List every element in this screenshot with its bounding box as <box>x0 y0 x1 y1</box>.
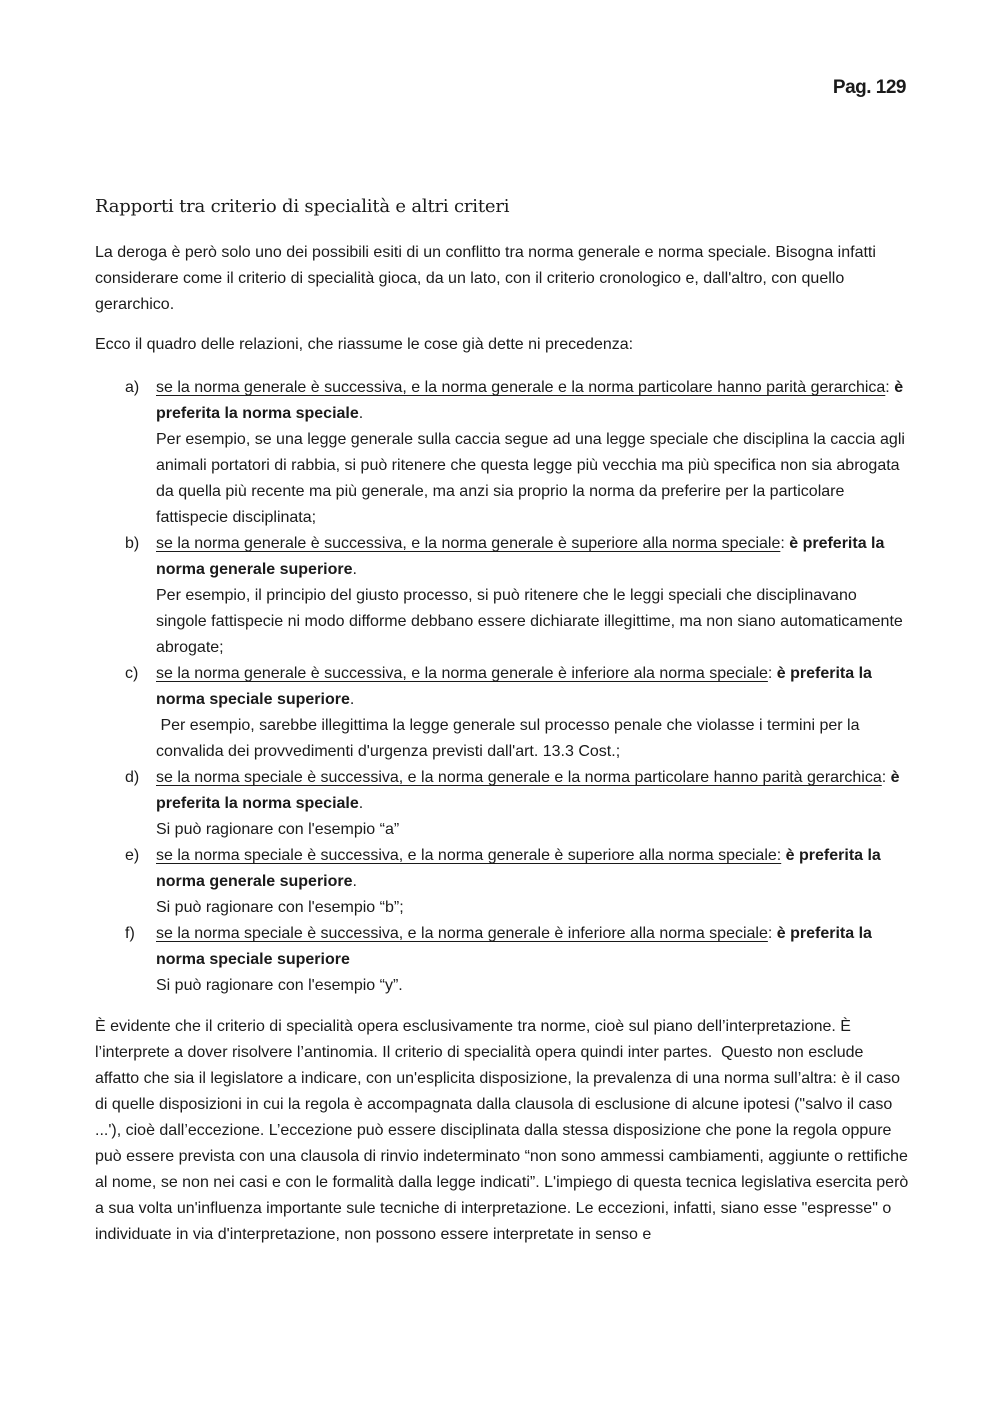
list-marker: f) <box>125 925 135 942</box>
item-end: . <box>352 561 357 578</box>
list-item-d <box>95 765 910 843</box>
item-result: è preferita la norma generale superiore <box>156 847 881 890</box>
item-result: è preferita la norma generale superiore <box>156 535 885 578</box>
item-separator: : <box>767 665 777 682</box>
list-item-f <box>95 921 910 999</box>
list-item-a <box>95 375 910 531</box>
list-item-b <box>95 531 910 661</box>
item-result: è preferita la norma speciale superiore <box>156 665 872 708</box>
item-separator: : <box>767 925 777 942</box>
list-item-e <box>95 843 910 921</box>
list-marker: e) <box>125 847 140 864</box>
list-marker: a) <box>125 379 140 396</box>
item-example: Per esempio, il principio del giusto processo, si può ritenere che le leggi speciali che disciplinavano singole fattispecie ni modo difforme debbano essere dichiarate illegittime, ma non siano automaticamente abrogate; <box>156 587 903 656</box>
item-example: Si può ragionare con l'esempio “y”. <box>156 977 403 994</box>
item-example: Si può ragionare con l'esempio “a” <box>156 821 400 838</box>
relations-list <box>95 375 910 999</box>
paragraph-interpretation: È evidente che il criterio di specialità opera esclusivamente tra norme, cioè sul piano dell’interpretazione. È l’interprete a dover risolvere l’antinomia. Il criterio di specialità opera quindi inter partes. Questo non esclude affatto che sia il legislatore a indicare, con un'esplicita disposizione, la prevalenza di una norma sull’altra: è il caso di quelle disposizioni in cui la regola è accompagnata dalla clausola di esclusione di alcune ipotesi ("salvo il caso ...'), cioè dall’eccezione. L’eccezione può essere disciplinata dalla stessa disposizione che pone la regola oppure può essere prevista con una clausola di rinvio indeterminato “non sono ammessi cambiamenti, aggiunte o rettifiche al nome, se non nei casi e con le formalità dalla legge indicati”. L'impiego di questa tecnica legislativa esercita però a sua volta un'influenza importante sule tecniche di interpretazione. Le eccezioni, infatti, siano esse "espresse" o individuate in via d'interpretazione, non possono essere interpretate in senso e <box>95 1018 913 1243</box>
list-marker: b) <box>125 535 140 552</box>
item-result: è preferita la norma speciale <box>156 379 904 422</box>
paragraph-intro: La deroga è però solo uno dei possibili esiti di un conflitto tra norma generale e norma speciale. Bisogna infatti considerare come il criterio di specialità gioca, da un lato, con il criterio cronologico e, dall'altro, con quello gerarchico. <box>95 244 876 313</box>
item-example: Si può ragionare con l'esempio “b”; <box>156 899 404 916</box>
item-end: . <box>358 795 364 812</box>
list-marker: c) <box>125 665 139 682</box>
item-condition: se la norma generale è successiva, e la norma generale è superiore alla norma speciale <box>156 535 781 552</box>
item-end: . <box>352 873 357 890</box>
page-number: Pag. 129 <box>832 77 906 98</box>
item-result: è preferita la norma speciale superiore <box>156 925 872 968</box>
item-result: è preferita la norma speciale <box>156 769 900 812</box>
item-condition: se la norma speciale è successiva, e la norma generale e la norma particolare hanno parità gerarchica <box>156 769 882 786</box>
item-condition: se la norma speciale è successiva, e la norma generale è superiore alla norma speciale: <box>156 847 782 864</box>
section-heading: Rapporti tra criterio di specialità e altri criteri <box>95 196 510 217</box>
item-condition: se la norma generale è successiva, e la norma generale è inferiore ala norma speciale <box>156 665 768 682</box>
list-item-c <box>95 661 910 765</box>
list-marker: d) <box>125 769 140 786</box>
paragraph-relations: Ecco il quadro delle relazioni, che riassume le cose già dette ni precedenza: <box>95 336 634 353</box>
item-example: Per esempio, se una legge generale sulla caccia segue ad una legge speciale che disciplina la caccia agli animali portatori di rabbia, si può ritenere che questa legge più vecchia ma più specifica non sia abrogata da quella più recente ma più generale, ma anzi sia proprio la norma da preferire per la particolare fattispecie disciplinata; <box>156 431 905 526</box>
item-separator: : <box>885 379 895 396</box>
item-separator: : <box>881 769 891 786</box>
item-end: . <box>349 691 355 708</box>
item-example: Per esempio, sarebbe illegittima la legge generale sul processo penale che violasse i termini per la convalida dei provvedimenti d'urgenza previsti dall'art. 13.3 Cost.; <box>156 717 864 760</box>
item-condition: se la norma speciale è successiva, e la norma generale è inferiore alla norma speciale <box>156 925 768 942</box>
item-end: . <box>358 405 364 422</box>
item-condition: se la norma generale è successiva, e la norma generale e la norma particolare hanno parità gerarchica <box>156 379 886 396</box>
item-separator: : <box>780 535 790 552</box>
